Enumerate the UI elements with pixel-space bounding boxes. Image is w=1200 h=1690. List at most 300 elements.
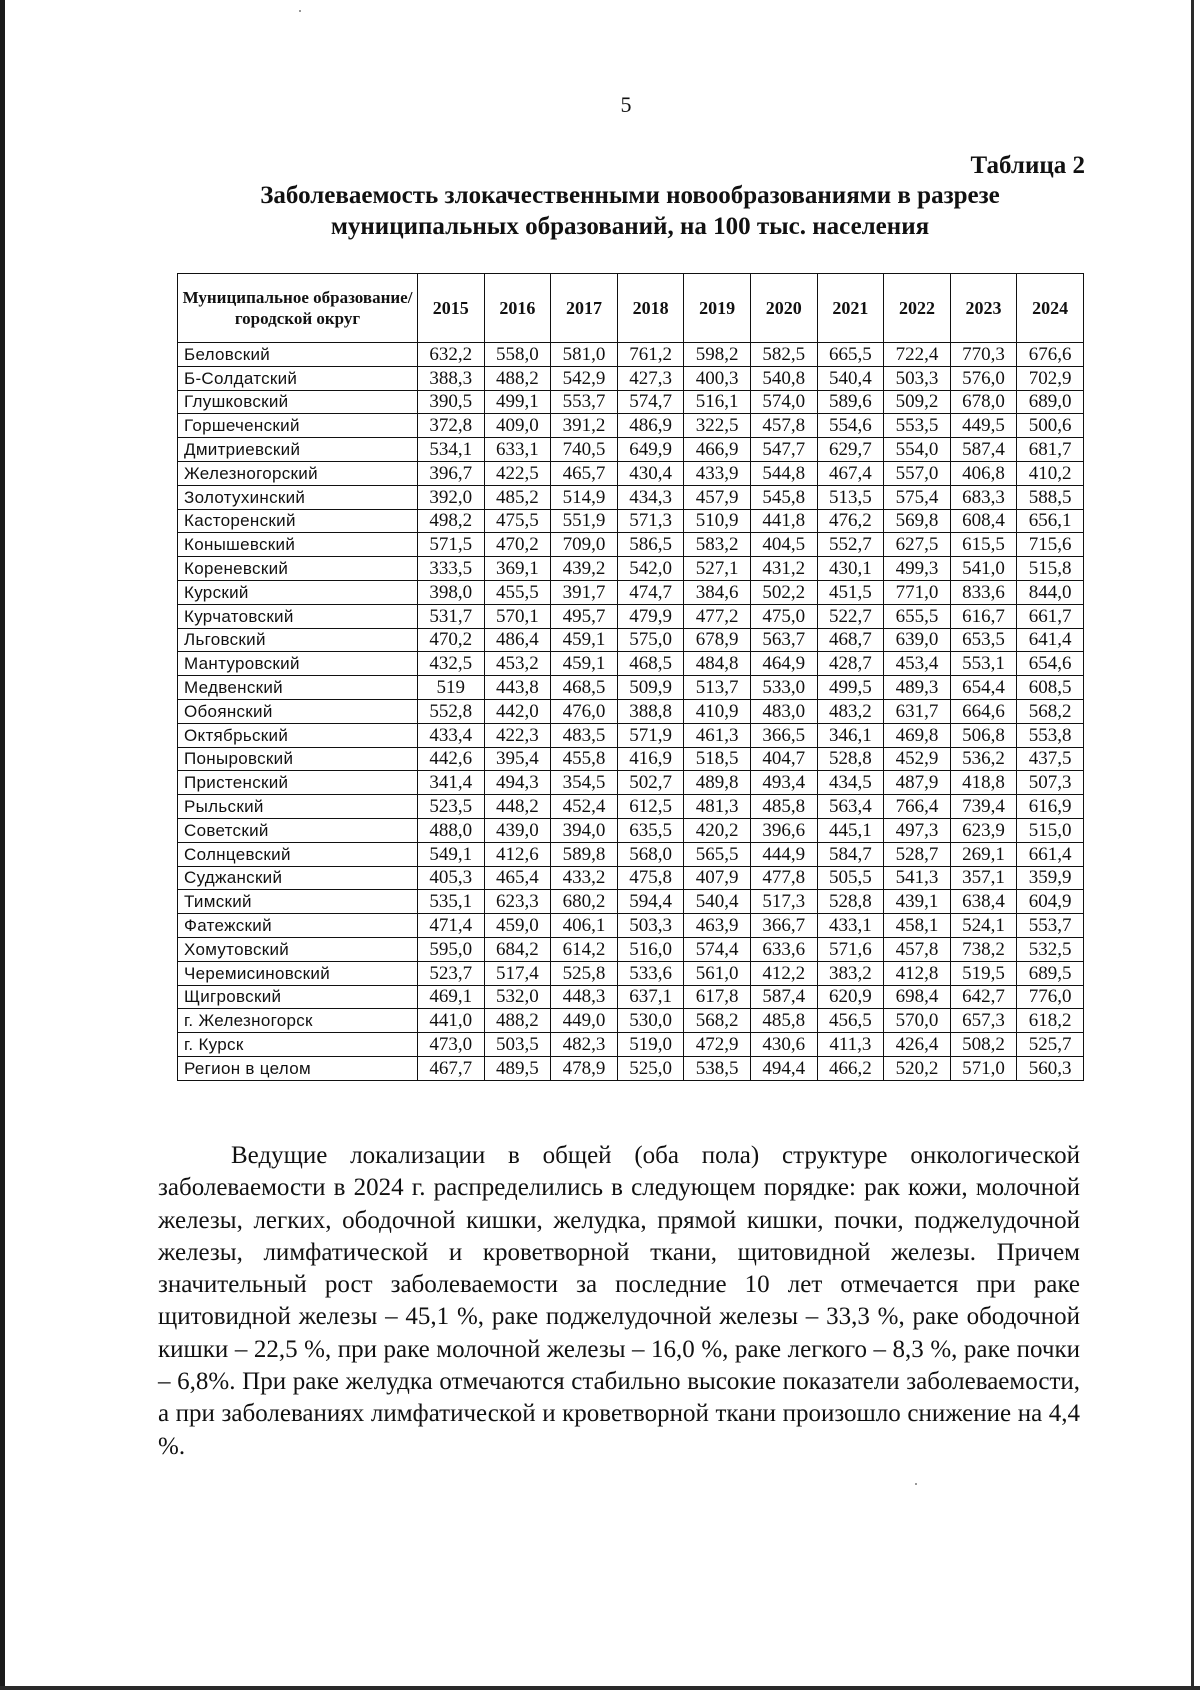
value-cell: 469,1	[418, 985, 485, 1009]
year-column-header: 2019	[684, 274, 751, 343]
value-cell: 633,1	[484, 438, 551, 462]
municipality-name-cell: Солнцевский	[178, 842, 418, 866]
value-cell: 571,0	[950, 1056, 1017, 1080]
value-cell: 623,9	[950, 818, 1017, 842]
table-row	[178, 390, 1084, 414]
value-cell: 638,4	[950, 890, 1017, 914]
value-cell: 571,9	[617, 723, 684, 747]
table-row	[178, 604, 1084, 628]
value-cell: 616,9	[1017, 795, 1084, 819]
table-row	[178, 818, 1084, 842]
value-cell: 502,2	[750, 580, 817, 604]
value-cell: 457,8	[884, 937, 951, 961]
value-cell: 431,2	[750, 557, 817, 581]
value-cell: 540,8	[750, 366, 817, 390]
value-cell: 469,8	[884, 723, 951, 747]
value-cell: 455,5	[484, 580, 551, 604]
value-cell: 467,7	[418, 1056, 485, 1080]
value-cell: 517,3	[750, 890, 817, 914]
table-row	[178, 438, 1084, 462]
value-cell: 430,6	[750, 1033, 817, 1057]
value-cell: 482,3	[551, 1033, 618, 1057]
value-cell: 540,4	[817, 366, 884, 390]
table-row	[178, 723, 1084, 747]
value-cell: 553,5	[884, 414, 951, 438]
value-cell: 499,5	[817, 676, 884, 700]
value-cell: 409,0	[484, 414, 551, 438]
value-cell: 525,0	[617, 1056, 684, 1080]
value-cell: 632,2	[418, 343, 485, 367]
value-cell: 457,9	[684, 485, 751, 509]
value-cell: 489,3	[884, 676, 951, 700]
value-cell: 568,2	[684, 1009, 751, 1033]
value-cell: 503,3	[884, 366, 951, 390]
table-row	[178, 652, 1084, 676]
municipality-column-header: Муниципальное образование/ городской округ	[178, 274, 418, 343]
table-header-row	[178, 274, 1084, 343]
value-cell: 430,4	[617, 461, 684, 485]
value-cell: 542,9	[551, 366, 618, 390]
value-cell: 396,7	[418, 461, 485, 485]
value-cell: 533,0	[750, 676, 817, 700]
value-cell: 372,8	[418, 414, 485, 438]
value-cell: 594,4	[617, 890, 684, 914]
value-cell: 411,3	[817, 1033, 884, 1057]
value-cell: 639,0	[884, 628, 951, 652]
value-cell: 525,8	[551, 961, 618, 985]
value-cell: 489,5	[484, 1056, 551, 1080]
municipality-name-cell: Б-Солдатский	[178, 366, 418, 390]
municipality-name-cell: Мантуровский	[178, 652, 418, 676]
table-row	[178, 1033, 1084, 1057]
value-cell: 678,9	[684, 628, 751, 652]
value-cell: 503,3	[617, 914, 684, 938]
municipality-name-cell: г. Железногорск	[178, 1009, 418, 1033]
value-cell: 341,4	[418, 771, 485, 795]
value-cell: 503,5	[484, 1033, 551, 1057]
value-cell: 698,4	[884, 985, 951, 1009]
value-cell: 515,0	[1017, 818, 1084, 842]
value-cell: 475,5	[484, 509, 551, 533]
value-cell: 553,1	[950, 652, 1017, 676]
municipality-name-cell: Пристенский	[178, 771, 418, 795]
value-cell: 844,0	[1017, 580, 1084, 604]
value-cell: 587,4	[750, 985, 817, 1009]
value-cell: 459,1	[551, 652, 618, 676]
table-row	[178, 985, 1084, 1009]
value-cell: 422,5	[484, 461, 551, 485]
value-cell: 545,8	[750, 485, 817, 509]
value-cell: 500,6	[1017, 414, 1084, 438]
year-column-header: 2018	[617, 274, 684, 343]
value-cell: 680,2	[551, 890, 618, 914]
value-cell: 427,3	[617, 366, 684, 390]
body-paragraph: Ведущие локализации в общей (оба пола) структуре онкологической заболеваемости в 2024 г. распределились в следующем порядке: рак кожи, молочной железы, легких, ободочной кишки, желудка, прямой кишки, почки, поджелудочной железы, лимфатической и кроветворной ткани, щитовидной железы. Причем значительный рост заболеваемости за последние 10 лет отмечается при раке щитовидной железы – 45,1 %, раке поджелудочной железы – 33,3 %, раке ободочной кишки – 22,5 %, при раке молочной железы – 16,0 %, раке легкого – 8,3 %, раке почки – 6,8%. При раке желудка отмечаются стабильно высокие показатели заболеваемости, а при заболеваниях лимфатической и кроветворной ткани произошло снижение на 4,4 %.	[158, 1142, 1080, 1460]
value-cell: 428,7	[817, 652, 884, 676]
value-cell: 506,8	[950, 723, 1017, 747]
value-cell: 439,0	[484, 818, 551, 842]
value-cell: 569,8	[884, 509, 951, 533]
value-cell: 391,7	[551, 580, 618, 604]
scan-edge-left	[0, 0, 5, 1690]
value-cell: 766,4	[884, 795, 951, 819]
value-cell: 833,6	[950, 580, 1017, 604]
municipality-name-cell: Беловский	[178, 343, 418, 367]
value-cell: 433,2	[551, 866, 618, 890]
value-cell: 553,8	[1017, 723, 1084, 747]
table-row	[178, 557, 1084, 581]
value-cell: 661,7	[1017, 604, 1084, 628]
table-row	[178, 461, 1084, 485]
value-cell: 576,0	[950, 366, 1017, 390]
value-cell: 598,2	[684, 343, 751, 367]
value-cell: 354,5	[551, 771, 618, 795]
value-cell: 383,2	[817, 961, 884, 985]
municipality-name-cell: Фатежский	[178, 914, 418, 938]
value-cell: 390,5	[418, 390, 485, 414]
municipality-name-cell: Обоянский	[178, 699, 418, 723]
value-cell: 476,2	[817, 509, 884, 533]
value-cell: 618,2	[1017, 1009, 1084, 1033]
value-cell: 508,2	[950, 1033, 1017, 1057]
year-column-header: 2024	[1017, 274, 1084, 343]
value-cell: 582,5	[750, 343, 817, 367]
value-cell: 571,5	[418, 533, 485, 557]
value-cell: 589,8	[551, 842, 618, 866]
value-cell: 523,5	[418, 795, 485, 819]
municipality-name-cell: Касторенский	[178, 509, 418, 533]
value-cell: 684,2	[484, 937, 551, 961]
value-cell: 475,8	[617, 866, 684, 890]
value-cell: 565,5	[684, 842, 751, 866]
value-cell: 477,2	[684, 604, 751, 628]
value-cell: 499,3	[884, 557, 951, 581]
value-cell: 384,6	[684, 580, 751, 604]
municipality-name-cell: Черемисиновский	[178, 961, 418, 985]
value-cell: 589,6	[817, 390, 884, 414]
table-row	[178, 676, 1084, 700]
value-cell: 715,6	[1017, 533, 1084, 557]
value-cell: 536,2	[950, 747, 1017, 771]
value-cell: 485,2	[484, 485, 551, 509]
table-row	[178, 533, 1084, 557]
value-cell: 776,0	[1017, 985, 1084, 1009]
value-cell: 395,4	[484, 747, 551, 771]
value-cell: 553,7	[551, 390, 618, 414]
value-cell: 400,3	[684, 366, 751, 390]
value-cell: 520,2	[884, 1056, 951, 1080]
value-cell: 483,0	[750, 699, 817, 723]
value-cell: 554,0	[884, 438, 951, 462]
value-cell: 561,0	[684, 961, 751, 985]
value-cell: 404,7	[750, 747, 817, 771]
value-cell: 654,6	[1017, 652, 1084, 676]
value-cell: 485,8	[750, 1009, 817, 1033]
value-cell: 407,9	[684, 866, 751, 890]
value-cell: 541,3	[884, 866, 951, 890]
table-row	[178, 771, 1084, 795]
value-cell: 657,3	[950, 1009, 1017, 1033]
value-cell: 614,2	[551, 937, 618, 961]
table-row	[178, 747, 1084, 771]
value-cell: 547,7	[750, 438, 817, 462]
municipality-name-cell: Золотухинский	[178, 485, 418, 509]
value-cell: 538,5	[684, 1056, 751, 1080]
value-cell: 456,5	[817, 1009, 884, 1033]
value-cell: 515,8	[1017, 557, 1084, 581]
table-row	[178, 1056, 1084, 1080]
value-cell: 426,4	[884, 1033, 951, 1057]
value-cell: 629,7	[817, 438, 884, 462]
value-cell: 517,4	[484, 961, 551, 985]
value-cell: 269,1	[950, 842, 1017, 866]
table-row	[178, 795, 1084, 819]
value-cell: 574,0	[750, 390, 817, 414]
value-cell: 655,5	[884, 604, 951, 628]
value-cell: 463,9	[684, 914, 751, 938]
value-cell: 448,3	[551, 985, 618, 1009]
value-cell: 740,5	[551, 438, 618, 462]
value-cell: 570,1	[484, 604, 551, 628]
value-cell: 528,8	[817, 747, 884, 771]
value-cell: 471,4	[418, 914, 485, 938]
value-cell: 510,9	[684, 509, 751, 533]
value-cell: 664,6	[950, 699, 1017, 723]
value-cell: 571,6	[817, 937, 884, 961]
value-cell: 470,2	[418, 628, 485, 652]
value-cell: 453,4	[884, 652, 951, 676]
value-cell: 522,7	[817, 604, 884, 628]
municipality-name-cell: Дмитриевский	[178, 438, 418, 462]
value-cell: 570,0	[884, 1009, 951, 1033]
value-cell: 394,0	[551, 818, 618, 842]
value-cell: 530,0	[617, 1009, 684, 1033]
value-cell: 357,1	[950, 866, 1017, 890]
value-cell: 654,4	[950, 676, 1017, 700]
value-cell: 770,3	[950, 343, 1017, 367]
value-cell: 465,4	[484, 866, 551, 890]
year-column-header: 2017	[551, 274, 618, 343]
year-column-header: 2023	[950, 274, 1017, 343]
page-number: 5	[620, 92, 632, 117]
municipality-name-cell: Советский	[178, 818, 418, 842]
value-cell: 574,7	[617, 390, 684, 414]
municipality-name-cell: Рыльский	[178, 795, 418, 819]
table-title: Заболеваемость злокачественными новообразованиями в разрезе муниципальных образований, на 100 тыс. населения	[260, 182, 1000, 240]
value-cell: 541,0	[950, 557, 1017, 581]
table-label: Таблица 2	[970, 152, 1085, 179]
value-cell: 527,1	[684, 557, 751, 581]
value-cell: 583,2	[684, 533, 751, 557]
value-cell: 418,8	[950, 771, 1017, 795]
value-cell: 519,0	[617, 1033, 684, 1057]
municipality-name-cell: г. Курск	[178, 1033, 418, 1057]
value-cell: 432,5	[418, 652, 485, 676]
value-cell: 665,5	[817, 343, 884, 367]
value-cell: 509,2	[884, 390, 951, 414]
value-cell: 683,3	[950, 485, 1017, 509]
value-cell: 422,3	[484, 723, 551, 747]
value-cell: 642,7	[950, 985, 1017, 1009]
value-cell: 637,1	[617, 985, 684, 1009]
value-cell: 479,9	[617, 604, 684, 628]
value-cell: 465,7	[551, 461, 618, 485]
scan-edge-bottom	[0, 1686, 1200, 1690]
value-cell: 553,7	[1017, 914, 1084, 938]
value-cell: 524,1	[950, 914, 1017, 938]
year-column-header: 2015	[418, 274, 485, 343]
incidence-table	[177, 273, 1084, 1081]
municipality-name-cell: Кореневский	[178, 557, 418, 581]
value-cell: 563,7	[750, 628, 817, 652]
value-cell: 575,0	[617, 628, 684, 652]
value-cell: 595,0	[418, 937, 485, 961]
value-cell: 433,1	[817, 914, 884, 938]
value-cell: 487,9	[884, 771, 951, 795]
value-cell: 452,4	[551, 795, 618, 819]
value-cell: 388,3	[418, 366, 485, 390]
municipality-name-cell: Тимский	[178, 890, 418, 914]
year-column-header: 2020	[750, 274, 817, 343]
value-cell: 689,5	[1017, 961, 1084, 985]
municipality-name-cell: Медвенский	[178, 676, 418, 700]
value-cell: 430,1	[817, 557, 884, 581]
value-cell: 439,1	[884, 890, 951, 914]
value-cell: 444,9	[750, 842, 817, 866]
value-cell: 532,5	[1017, 937, 1084, 961]
value-cell: 410,9	[684, 699, 751, 723]
value-cell: 488,2	[484, 366, 551, 390]
table-row	[178, 890, 1084, 914]
value-cell: 563,4	[817, 795, 884, 819]
value-cell: 369,1	[484, 557, 551, 581]
value-cell: 528,8	[817, 890, 884, 914]
value-cell: 623,3	[484, 890, 551, 914]
table-row	[178, 961, 1084, 985]
value-cell: 449,5	[950, 414, 1017, 438]
value-cell: 641,4	[1017, 628, 1084, 652]
value-cell: 452,9	[884, 747, 951, 771]
scan-speck	[915, 1483, 917, 1485]
value-cell: 476,0	[551, 699, 618, 723]
value-cell: 404,5	[750, 533, 817, 557]
value-cell: 485,8	[750, 795, 817, 819]
scan-speck	[299, 10, 301, 12]
municipality-name-cell: Поныровский	[178, 747, 418, 771]
value-cell: 568,0	[617, 842, 684, 866]
value-cell: 519,5	[950, 961, 1017, 985]
value-cell: 533,6	[617, 961, 684, 985]
municipality-name-cell: Глушковский	[178, 390, 418, 414]
value-cell: 514,9	[551, 485, 618, 509]
value-cell: 532,0	[484, 985, 551, 1009]
value-cell: 499,1	[484, 390, 551, 414]
value-cell: 633,6	[750, 937, 817, 961]
value-cell: 722,4	[884, 343, 951, 367]
value-cell: 689,0	[1017, 390, 1084, 414]
value-cell: 586,5	[617, 533, 684, 557]
municipality-name-cell: Суджанский	[178, 866, 418, 890]
value-cell: 472,9	[684, 1033, 751, 1057]
value-cell: 568,2	[1017, 699, 1084, 723]
value-cell: 433,4	[418, 723, 485, 747]
value-cell: 443,8	[484, 676, 551, 700]
municipality-name-cell: Хомутовский	[178, 937, 418, 961]
value-cell: 445,1	[817, 818, 884, 842]
value-cell: 457,8	[750, 414, 817, 438]
municipality-name-cell: Октябрьский	[178, 723, 418, 747]
value-cell: 451,5	[817, 580, 884, 604]
municipality-name-cell: Щигровский	[178, 985, 418, 1009]
value-cell: 416,9	[617, 747, 684, 771]
value-cell: 366,5	[750, 723, 817, 747]
value-cell: 525,7	[1017, 1033, 1084, 1057]
municipality-name-cell: Курчатовский	[178, 604, 418, 628]
value-cell: 466,2	[817, 1056, 884, 1080]
value-cell: 420,2	[684, 818, 751, 842]
value-cell: 467,4	[817, 461, 884, 485]
value-cell: 489,8	[684, 771, 751, 795]
year-column-header: 2021	[817, 274, 884, 343]
value-cell: 528,7	[884, 842, 951, 866]
value-cell: 486,4	[484, 628, 551, 652]
value-cell: 661,4	[1017, 842, 1084, 866]
value-cell: 616,7	[950, 604, 1017, 628]
value-cell: 434,5	[817, 771, 884, 795]
table-row	[178, 343, 1084, 367]
value-cell: 468,7	[817, 628, 884, 652]
value-cell: 464,9	[750, 652, 817, 676]
value-cell: 739,4	[950, 795, 1017, 819]
municipality-name-cell: Льговский	[178, 628, 418, 652]
value-cell: 468,5	[551, 676, 618, 700]
value-cell: 531,7	[418, 604, 485, 628]
table-row	[178, 1009, 1084, 1033]
value-cell: 406,1	[551, 914, 618, 938]
value-cell: 488,2	[484, 1009, 551, 1033]
value-cell: 474,7	[617, 580, 684, 604]
value-cell: 702,9	[1017, 366, 1084, 390]
value-cell: 459,0	[484, 914, 551, 938]
value-cell: 649,9	[617, 438, 684, 462]
value-cell: 554,6	[817, 414, 884, 438]
value-cell: 494,3	[484, 771, 551, 795]
value-cell: 513,7	[684, 676, 751, 700]
value-cell: 516,1	[684, 390, 751, 414]
value-cell: 441,8	[750, 509, 817, 533]
value-cell: 552,7	[817, 533, 884, 557]
municipality-name-cell: Горшеченский	[178, 414, 418, 438]
value-cell: 459,1	[551, 628, 618, 652]
value-cell: 359,9	[1017, 866, 1084, 890]
value-cell: 412,6	[484, 842, 551, 866]
table-row	[178, 509, 1084, 533]
value-cell: 587,4	[950, 438, 1017, 462]
table-row	[178, 414, 1084, 438]
value-cell: 494,4	[750, 1056, 817, 1080]
value-cell: 584,7	[817, 842, 884, 866]
value-cell: 542,0	[617, 557, 684, 581]
value-cell: 656,1	[1017, 509, 1084, 533]
table-row	[178, 937, 1084, 961]
value-cell: 412,8	[884, 961, 951, 985]
value-cell: 505,5	[817, 866, 884, 890]
table-row	[178, 842, 1084, 866]
value-cell: 366,7	[750, 914, 817, 938]
value-cell: 434,3	[617, 485, 684, 509]
value-cell: 552,8	[418, 699, 485, 723]
value-cell: 455,8	[551, 747, 618, 771]
